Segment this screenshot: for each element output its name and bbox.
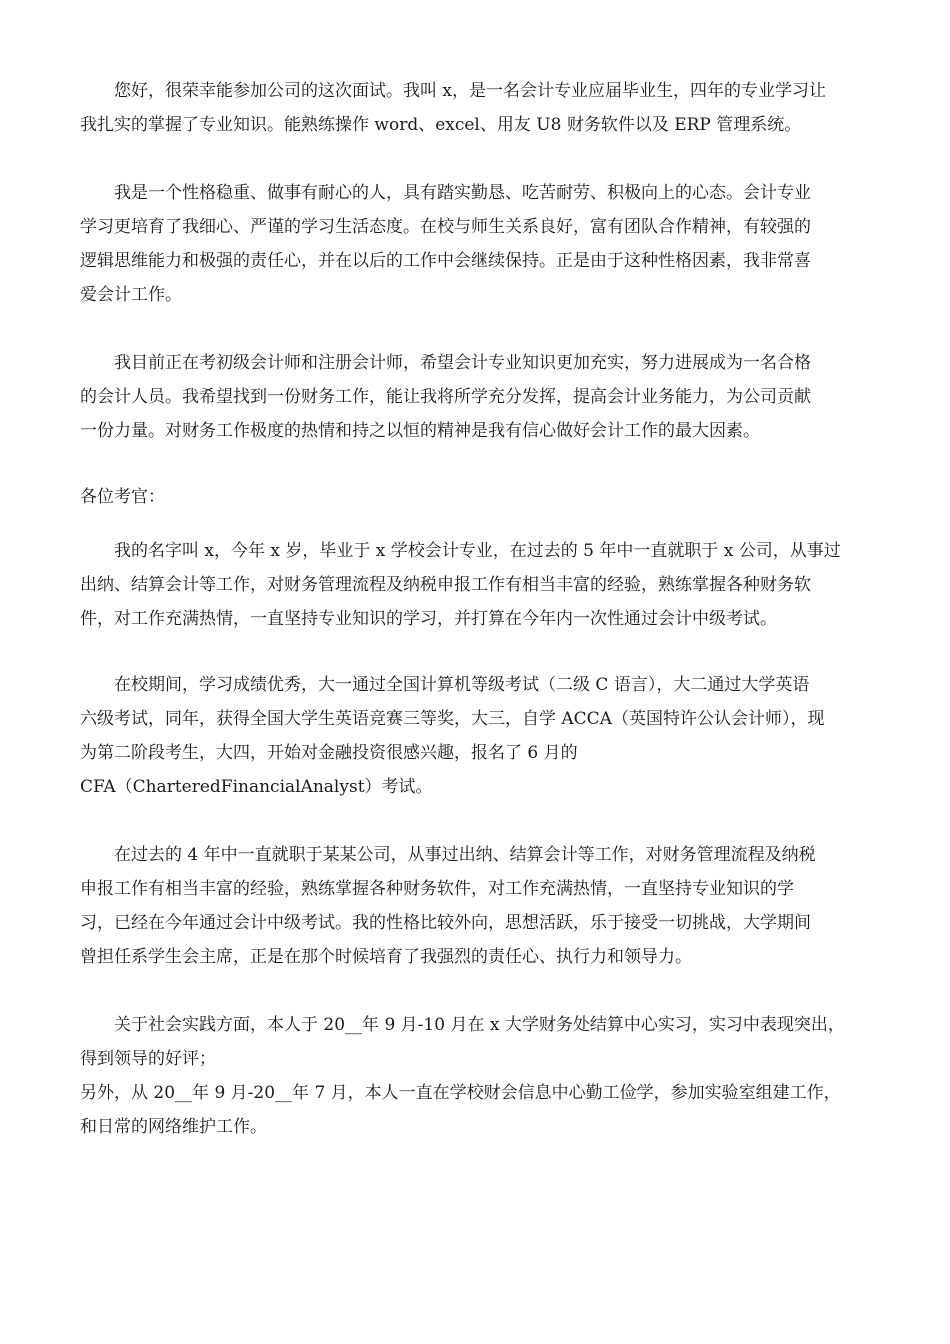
paragraph-goals (80, 346, 872, 448)
text-line: 关于社会实践方面，本人于 20__年 9 月-10 月在 x 大学财务处结算中心实习，实习中表现突出， (114, 1015, 845, 1035)
text-line: 在过去的 4 年中一直就职于某某公司，从事过出纳、结算会计等工作，对财务管理流程及纳税 (114, 845, 816, 865)
text-line: 的会计人员。我希望找到一份财务工作，能让我将所学充分发挥，提高会计业务能力，为公司贡献 (80, 387, 811, 407)
text-line: 我的名字叫 x，今年 x 岁，毕业于 x 学校会计专业，在过去的 5 年中一直就职于 x 公司，从事过 (114, 541, 841, 561)
text-line: 学习更培育了我细心、严谨的学习生活态度。在校与师生关系良好，富有团队合作精神，有较强的 (80, 217, 811, 237)
text-line: 件，对工作充满热情，一直坚持专业知识的学习，并打算在今年内一次性通过会计中级考试。 (80, 609, 777, 629)
text-line: 您好，很荣幸能参加公司的这次面试。我叫 x，是一名会计专业应届毕业生，四年的专业学习让 (114, 81, 826, 101)
text-line: 在校期间，学习成绩优秀，大一通过全国计算机等级考试（二级 C 语言），大二通过大学英语 (114, 675, 810, 695)
text-line: 我是一个性格稳重、做事有耐心的人，具有踏实勤恳、吃苦耐劳、积极向上的心态。会计专业 (114, 183, 811, 203)
text-line: 曾担任系学生会主席，正是在那个时候培育了我强烈的责任心、执行力和领导力。 (80, 947, 692, 967)
text-line: 爱会计工作。 (80, 285, 182, 305)
text-line: 另外，从 20__年 9 月-20__年 7 月，本人一直在学校财会信息中心勤工俭学，参加实验室组建工作， (80, 1083, 841, 1103)
text-line: 六级考试，同年，获得全国大学生英语竞赛三等奖，大三，自学 ACCA（英国特许公认会计师），现 (80, 709, 825, 729)
paragraph-experience (80, 838, 872, 974)
paragraph-work-study (80, 1076, 872, 1144)
paragraph-salutation (80, 480, 872, 514)
text-line: 和日常的网络维护工作。 (80, 1117, 267, 1137)
text-line: 为第二阶段考生，大四，开始对金融投资很感兴趣，报名了 6 月的 (80, 743, 578, 763)
paragraph-personality (80, 176, 872, 312)
paragraph-social-practice (80, 1008, 872, 1076)
text-line: 一份力量。对财务工作极度的热情和持之以恒的精神是我有信心做好会计工作的最大因素。 (80, 421, 760, 441)
text-line: 各位考官： (80, 487, 165, 507)
paragraph-greeting (80, 74, 872, 142)
paragraph-education (80, 668, 872, 804)
text-line: CFA（CharteredFinancialAnalyst）考试。 (80, 777, 433, 797)
text-line: 出纳、结算会计等工作，对财务管理流程及纳税申报工作有相当丰富的经验，熟练掌握各种财务软 (80, 575, 811, 595)
text-line: 逻辑思维能力和极强的责任心，并在以后的工作中会继续保持。正是由于这种性格因素，我非常喜 (80, 251, 811, 271)
text-line: 习，已经在今年通过会计中级考试。我的性格比较外向，思想活跃，乐于接受一切挑战，大学期间 (80, 913, 811, 933)
text-line: 我目前正在考初级会计师和注册会计师，希望会计专业知识更加充实，努力进展成为一名合格 (114, 353, 811, 373)
text-line: 申报工作有相当丰富的经验，熟练掌握各种财务软件，对工作充满热情，一直坚持专业知识的学 (80, 879, 794, 899)
paragraph-introduction (80, 534, 872, 636)
text-line: 得到领导的好评； (80, 1049, 216, 1069)
text-line: 我扎实的掌握了专业知识。能熟练操作 word、excel、用友 U8 财务软件以及 ERP 管理系统。 (80, 115, 802, 135)
